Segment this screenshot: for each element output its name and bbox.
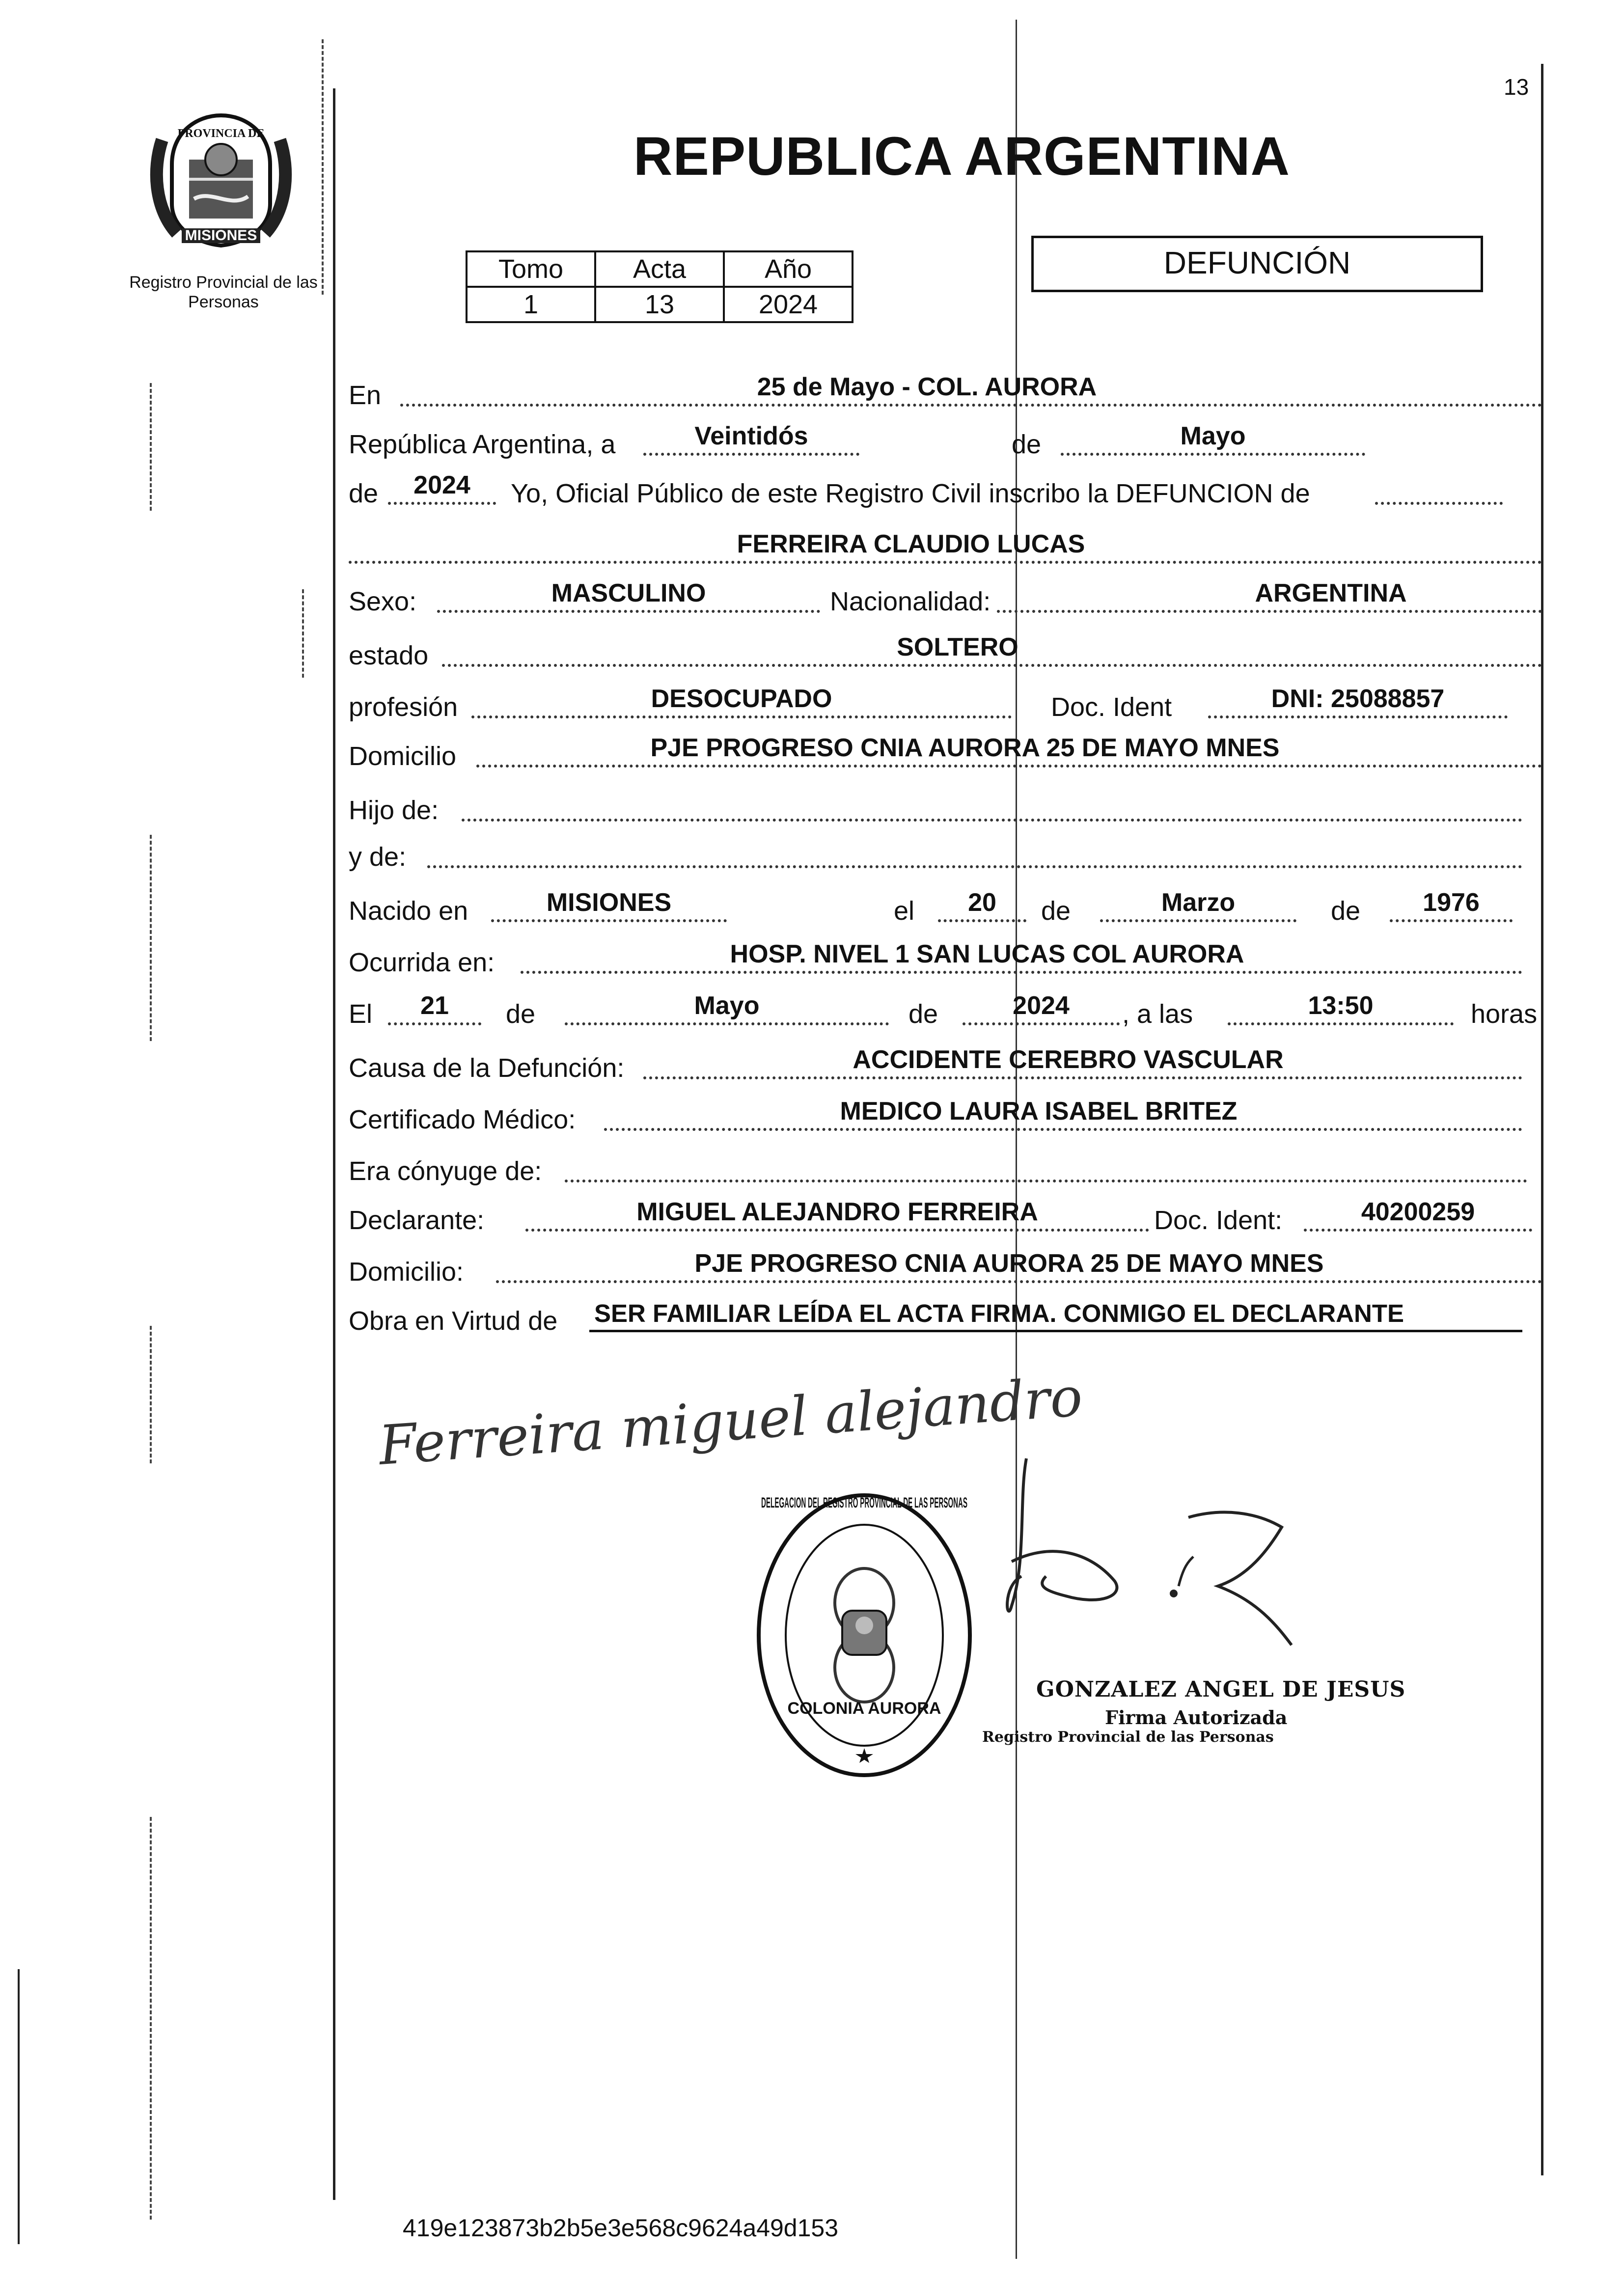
tomo-header: Tomo	[467, 251, 595, 287]
sexo-field	[437, 578, 820, 613]
acta-value: 13	[595, 287, 724, 322]
row-ocurrida	[349, 931, 1547, 980]
row-causa	[349, 1036, 1547, 1085]
scan-edge-line	[18, 1969, 20, 2244]
republica-label: República Argentina, a	[349, 430, 616, 459]
perforation-top	[322, 39, 324, 295]
row-fecha	[349, 412, 1547, 462]
nacionalidad-label: Nacionalidad:	[830, 587, 991, 616]
obra-field	[589, 1298, 1522, 1332]
document-hash: 419e123873b2b5e3e568c9624a49d153	[403, 2214, 839, 2242]
doc2-label: Doc. Ident:	[1154, 1206, 1283, 1235]
dia-field	[643, 421, 859, 456]
profesion-field	[471, 684, 1012, 718]
row-nombre	[349, 521, 1547, 570]
declarant-signature: Ferreira miguel alejandro	[377, 1365, 1085, 1477]
anio-value: 2024	[724, 287, 853, 322]
causa-label: Causa de la Defunción:	[349, 1053, 625, 1083]
hora-field	[1228, 991, 1454, 1025]
row-en	[349, 363, 1547, 412]
acta-header: Acta	[595, 251, 724, 287]
official-signature	[992, 1439, 1326, 1665]
nac-anio-field	[1390, 888, 1513, 922]
perforation-left-4	[150, 1326, 152, 1463]
row-conyuge	[349, 1139, 1547, 1188]
record-table	[466, 250, 853, 323]
row-obra	[349, 1289, 1547, 1338]
fall-de2-label: de	[908, 999, 938, 1029]
hijo-field	[462, 787, 1522, 822]
lugar-value: 25 de Mayo - COL. AURORA	[757, 373, 1097, 401]
fall-anio-field	[963, 991, 1120, 1025]
nac-anio-value: 1976	[1423, 888, 1480, 917]
nacionalidad-value: ARGENTINA	[1255, 579, 1407, 607]
stamp-inner-text: COLONIA AURORA	[787, 1699, 941, 1718]
mes-field	[1061, 421, 1365, 456]
dia-value: Veintidós	[694, 422, 808, 450]
tomo-value: 1	[467, 287, 595, 322]
record-table-header-row	[467, 251, 853, 287]
yde-label: y de:	[349, 842, 407, 872]
fall-dia-value: 21	[420, 991, 449, 1020]
record-table-value-row	[467, 287, 853, 322]
nombre-field	[349, 529, 1542, 564]
row-domicilio2	[349, 1240, 1547, 1289]
ocurrida-label: Ocurrida en:	[349, 948, 495, 977]
row-declarante	[349, 1188, 1547, 1237]
domicilio2-label: Domicilio:	[349, 1257, 464, 1287]
domicilio-field	[476, 733, 1542, 768]
stamp-ring-text: DELEGACION DEL REGISTRO PROVINCIAL DE LAS PERSONAS	[761, 1495, 967, 1511]
declarante-field	[525, 1197, 1149, 1232]
hora-value: 13:50	[1308, 991, 1374, 1020]
nacido-field	[491, 888, 727, 922]
certificado-field	[604, 1097, 1522, 1131]
doc2-field	[1304, 1197, 1532, 1232]
doc-value: DNI: 25088857	[1271, 685, 1445, 713]
nacido-label: Nacido en	[349, 896, 468, 926]
doc2-value: 40200259	[1361, 1198, 1475, 1226]
logo-band-text: MISIONES	[185, 227, 257, 244]
official-name: GONZALEZ ANGEL DE JESUS	[1036, 1677, 1406, 1702]
row-profesion	[349, 675, 1547, 724]
row-domicilio	[349, 724, 1547, 773]
hijo-label: Hijo de:	[349, 796, 439, 825]
el2-label: El	[349, 999, 373, 1029]
official-registry: Registro Provincial de las Personas	[982, 1729, 1274, 1746]
nac-dia-value: 20	[968, 888, 996, 917]
nac-de1-label: de	[1041, 896, 1071, 926]
declarante-value: MIGUEL ALEJANDRO FERREIRA	[636, 1198, 1038, 1226]
fall-dia-field	[388, 991, 481, 1025]
row-yde	[349, 825, 1547, 874]
yde-field	[427, 834, 1522, 868]
document-type-box: DEFUNCIÓN	[1031, 236, 1483, 292]
el-label: el	[894, 896, 915, 926]
sexo-label: Sexo:	[349, 587, 417, 616]
estado-value: SOLTERO	[897, 633, 1018, 661]
causa-field	[643, 1045, 1522, 1079]
official-title: Firma Autorizada	[1105, 1706, 1288, 1729]
province-logo	[147, 106, 295, 253]
row-sexo	[349, 570, 1547, 619]
domicilio-label: Domicilio	[349, 741, 457, 771]
profesion-value: DESOCUPADO	[651, 685, 832, 713]
domicilio-value: PJE PROGRESO CNIA AURORA 25 DE MAYO MNES	[650, 734, 1280, 762]
estado-label: estado	[349, 641, 429, 670]
perforation-left-1	[150, 383, 152, 511]
page-title: REPUBLICA ARGENTINA	[633, 126, 1290, 187]
lugar-field	[400, 372, 1542, 407]
registry-name: Registro Provincial de las Personas	[129, 273, 318, 311]
official-stamp	[751, 1488, 977, 1783]
nombre-value: FERREIRA CLAUDIO LUCAS	[737, 530, 1085, 558]
row-yo	[349, 462, 1547, 511]
domicilio2-field	[496, 1249, 1542, 1283]
left-margin-line	[333, 88, 335, 2200]
alas-label: , a las	[1122, 999, 1193, 1029]
nacido-value: MISIONES	[546, 888, 672, 917]
sexo-value: MASCULINO	[551, 579, 706, 607]
row-estado	[349, 624, 1547, 673]
nacionalidad-field	[997, 578, 1542, 613]
ocurrida-value: HOSP. NIVEL 1 SAN LUCAS COL AURORA	[730, 940, 1244, 968]
logo-arc-text: PROVINCIA DE	[177, 127, 265, 140]
domicilio2-value: PJE PROGRESO CNIA AURORA 25 DE MAYO MNES	[694, 1249, 1324, 1278]
anio-value: 2024	[413, 471, 470, 499]
anio-header: Año	[724, 251, 853, 287]
row-certificado	[349, 1088, 1547, 1137]
certificado-value: MEDICO LAURA ISABEL BRITEZ	[840, 1097, 1238, 1126]
doc-label: Doc. Ident	[1051, 692, 1172, 722]
fall-de1-label: de	[506, 999, 536, 1029]
doc-field	[1208, 684, 1508, 718]
perforation-left-2	[302, 589, 304, 678]
obra-value: SER FAMILIAR LEÍDA EL ACTA FIRMA. CONMIGO EL DECLARANTE	[594, 1299, 1404, 1327]
profesion-label: profesión	[349, 692, 458, 722]
declarante-label: Declarante:	[349, 1206, 485, 1235]
nac-dia-field	[938, 888, 1026, 922]
nac-mes-value: Marzo	[1161, 888, 1236, 917]
obra-label: Obra en Virtud de	[349, 1306, 558, 1336]
yo-trailing-field	[1375, 470, 1503, 505]
page-number: 13	[1504, 74, 1529, 100]
nac-de2-label: de	[1331, 896, 1361, 926]
anio-field	[388, 470, 496, 505]
certificado-label: Certificado Médico:	[349, 1105, 576, 1134]
yo-text: Yo, Oficial Público de este Registro Civil inscribo la DEFUNCION de	[511, 479, 1310, 508]
perforation-left-3	[150, 835, 152, 1041]
row-nacido	[349, 879, 1547, 928]
horas-label: horas	[1471, 999, 1538, 1029]
row-fallecimiento	[349, 982, 1547, 1031]
de-label: de	[1012, 430, 1042, 459]
fall-mes-value: Mayo	[694, 991, 760, 1020]
en-label: En	[349, 381, 382, 410]
conyuge-label: Era cónyuge de:	[349, 1156, 542, 1186]
row-hijo	[349, 778, 1547, 827]
de2-label: de	[349, 479, 379, 508]
conyuge-field	[565, 1148, 1527, 1182]
fall-anio-value: 2024	[1013, 991, 1070, 1020]
estado-field	[442, 632, 1542, 667]
perforation-left-5	[150, 1817, 152, 2220]
nac-mes-field	[1100, 888, 1296, 922]
causa-value: ACCIDENTE CEREBRO VASCULAR	[853, 1045, 1284, 1074]
fall-mes-field	[565, 991, 889, 1025]
ocurrida-field	[521, 939, 1522, 974]
mes-value: Mayo	[1180, 422, 1246, 450]
